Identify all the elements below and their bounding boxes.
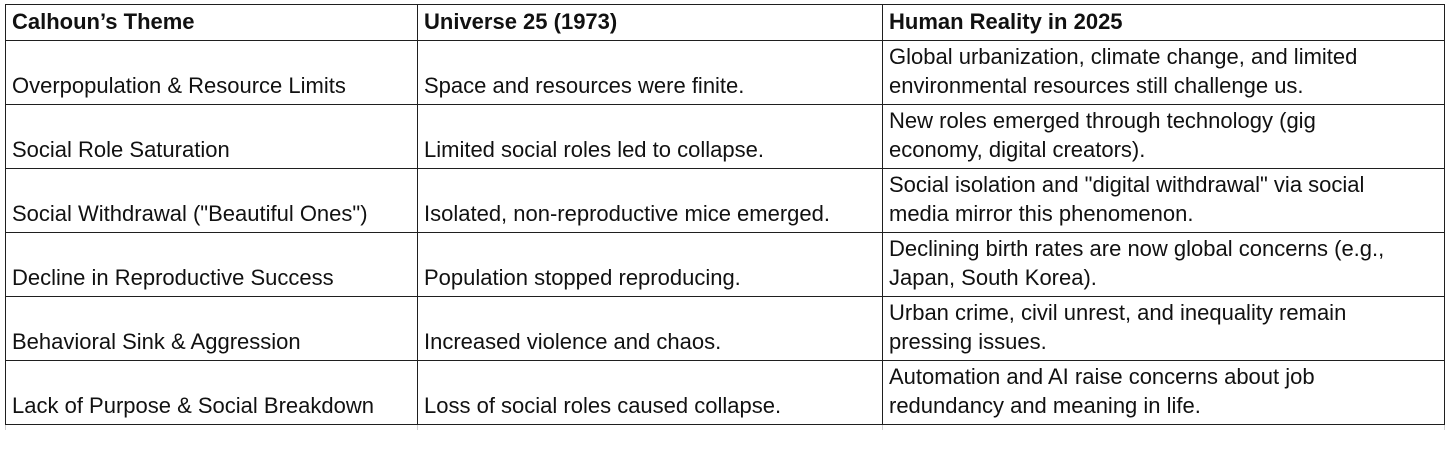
table-row xyxy=(6,169,1445,233)
cell-reality-line: media mirror this phenomenon. xyxy=(889,201,1194,226)
cell-reality-line: Urban crime, civil unrest, and inequality remain xyxy=(889,300,1347,325)
cell-reality xyxy=(883,297,1445,361)
table-row xyxy=(6,361,1445,425)
table-row xyxy=(6,105,1445,169)
cell-reality-line: environmental resources still challenge us. xyxy=(889,73,1304,98)
cell-reality xyxy=(883,41,1445,105)
cell-reality-line: Japan, South Korea). xyxy=(889,265,1097,290)
empty-cell xyxy=(883,425,1445,431)
header-cell-reality: Human Reality in 2025 xyxy=(883,5,1445,41)
empty-cell xyxy=(418,425,883,431)
header-row xyxy=(6,5,1445,41)
cell-reality xyxy=(883,233,1445,297)
table-row-empty xyxy=(6,425,1445,431)
table-row xyxy=(6,233,1445,297)
cell-reality xyxy=(883,361,1445,425)
cell-universe: Isolated, non-reproductive mice emerged. xyxy=(418,169,883,233)
cell-reality-line: Declining birth rates are now global concerns (e.g., xyxy=(889,236,1385,261)
comparison-table xyxy=(5,4,1445,430)
header-cell-universe: Universe 25 (1973) xyxy=(418,5,883,41)
header-cell-theme: Calhoun’s Theme xyxy=(6,5,418,41)
cell-theme: Social Role Saturation xyxy=(6,105,418,169)
cell-universe: Limited social roles led to collapse. xyxy=(418,105,883,169)
table-row xyxy=(6,41,1445,105)
cell-reality xyxy=(883,169,1445,233)
cell-theme: Lack of Purpose & Social Breakdown xyxy=(6,361,418,425)
cell-theme: Overpopulation & Resource Limits xyxy=(6,41,418,105)
cell-theme: Behavioral Sink & Aggression xyxy=(6,297,418,361)
cell-theme: Social Withdrawal ("Beautiful Ones") xyxy=(6,169,418,233)
cell-universe: Loss of social roles caused collapse. xyxy=(418,361,883,425)
cell-universe: Space and resources were finite. xyxy=(418,41,883,105)
cell-reality-line: economy, digital creators). xyxy=(889,137,1146,162)
cell-reality-line: redundancy and meaning in life. xyxy=(889,393,1201,418)
cell-reality-line: Global urbanization, climate change, and limited xyxy=(889,44,1358,69)
cell-universe: Increased violence and chaos. xyxy=(418,297,883,361)
cell-reality-line: New roles emerged through technology (gig xyxy=(889,108,1316,133)
cell-reality-line: Social isolation and "digital withdrawal" via social xyxy=(889,172,1365,197)
cell-theme: Decline in Reproductive Success xyxy=(6,233,418,297)
cell-reality-line: pressing issues. xyxy=(889,329,1047,354)
empty-cell xyxy=(6,425,418,431)
table-row xyxy=(6,297,1445,361)
cell-reality-line: Automation and AI raise concerns about job xyxy=(889,364,1315,389)
cell-reality xyxy=(883,105,1445,169)
cell-universe: Population stopped reproducing. xyxy=(418,233,883,297)
